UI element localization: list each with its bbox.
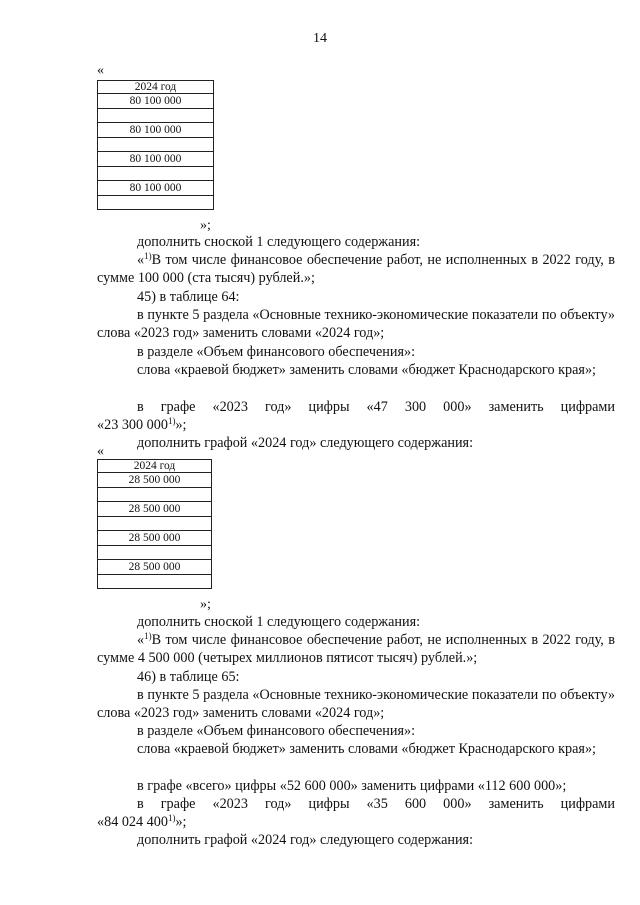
table-cell-empty — [98, 167, 214, 181]
closing-quote: »; — [200, 597, 211, 612]
paragraph-column-2023-line1: в графе «2023 год» цифры «35 600 000» заменить цифрами — [137, 796, 615, 812]
paragraph-column-2023-line2: «84 024 400$^{1)}$»; — [97, 813, 187, 830]
opening-quote: « — [97, 444, 104, 459]
table-cell-empty — [98, 488, 212, 502]
paragraph-footnote-text: «$^{1)}$В том числе финансовое обеспечение работ, не исполненных в 2022 году, в сумме 4 500 000 (четырех миллионов пятисот тысяч) рублей.»; — [97, 631, 615, 667]
table-cell: 28 500 000 — [98, 502, 212, 517]
closing-quote: »; — [200, 218, 211, 233]
table-cell: 80 100 000 — [98, 94, 214, 109]
paragraph-budget-rename: слова «краевой бюджет» заменить словами «бюджет Краснодарского края»; — [137, 362, 596, 378]
paragraph-item-45: 45) в таблице 64: — [137, 289, 240, 305]
paragraph-column-2023-line2: «23 300 000$^{1)}$»; — [97, 416, 187, 433]
table-cell-empty — [98, 138, 214, 152]
page-number: 14 — [313, 31, 327, 46]
table-cell: 28 500 000 — [98, 560, 212, 575]
paragraph-add-column: дополнить графой «2024 год» следующего содержания: — [137, 435, 474, 451]
table-cell-empty — [98, 517, 212, 531]
paragraph-point-5-amendment: в пункте 5 раздела «Основные технико-экономические показатели по объекту» слова «2023 год» заменить словами «2024 год»; — [97, 307, 615, 342]
paragraph-footnote-text: «$^{1)}$В том числе финансовое обеспечение работ, не исполненных в 2022 году, в сумме 100 000 (ста тысяч) рублей.»; — [97, 251, 615, 287]
table-cell: 80 100 000 — [98, 181, 214, 196]
paragraph-footnote-intro: дополнить сноской 1 следующего содержания: — [137, 614, 421, 630]
table-header: 2024 год — [98, 460, 212, 473]
table-cell: 80 100 000 — [98, 152, 214, 167]
paragraph-item-46: 46) в таблице 65: — [137, 669, 240, 685]
paragraph-column-2023-line1: в графе «2023 год» цифры «47 300 000» заменить цифрами — [137, 399, 615, 415]
table-cell: 28 500 000 — [98, 531, 212, 546]
paragraph-footnote-intro: дополнить сноской 1 следующего содержания: — [137, 234, 421, 250]
amount-table-2024-first — [97, 80, 214, 210]
paragraph-funding-section: в разделе «Объем финансового обеспечения»: — [137, 344, 416, 360]
table-cell-empty — [98, 109, 214, 123]
paragraph-column-total: в графе «всего» цифры «52 600 000» заменить цифрами «112 600 000»; — [137, 778, 567, 794]
paragraph-budget-rename: слова «краевой бюджет» заменить словами «бюджет Краснодарского края»; — [137, 741, 596, 757]
table-header: 2024 год — [98, 81, 214, 94]
opening-quote: « — [97, 63, 104, 78]
amount-table-2024-second — [97, 459, 212, 589]
paragraph-funding-section: в разделе «Объем финансового обеспечения»: — [137, 723, 416, 739]
table-cell-empty — [98, 196, 214, 210]
table-cell: 80 100 000 — [98, 123, 214, 138]
table-cell-empty — [98, 575, 212, 589]
paragraph-point-5-amendment: в пункте 5 раздела «Основные технико-экономические показатели по объекту» слова «2023 год» заменить словами «2024 год»; — [97, 687, 615, 722]
table-cell: 28 500 000 — [98, 473, 212, 488]
paragraph-add-column: дополнить графой «2024 год» следующего содержания: — [137, 832, 474, 848]
table-cell-empty — [98, 546, 212, 560]
